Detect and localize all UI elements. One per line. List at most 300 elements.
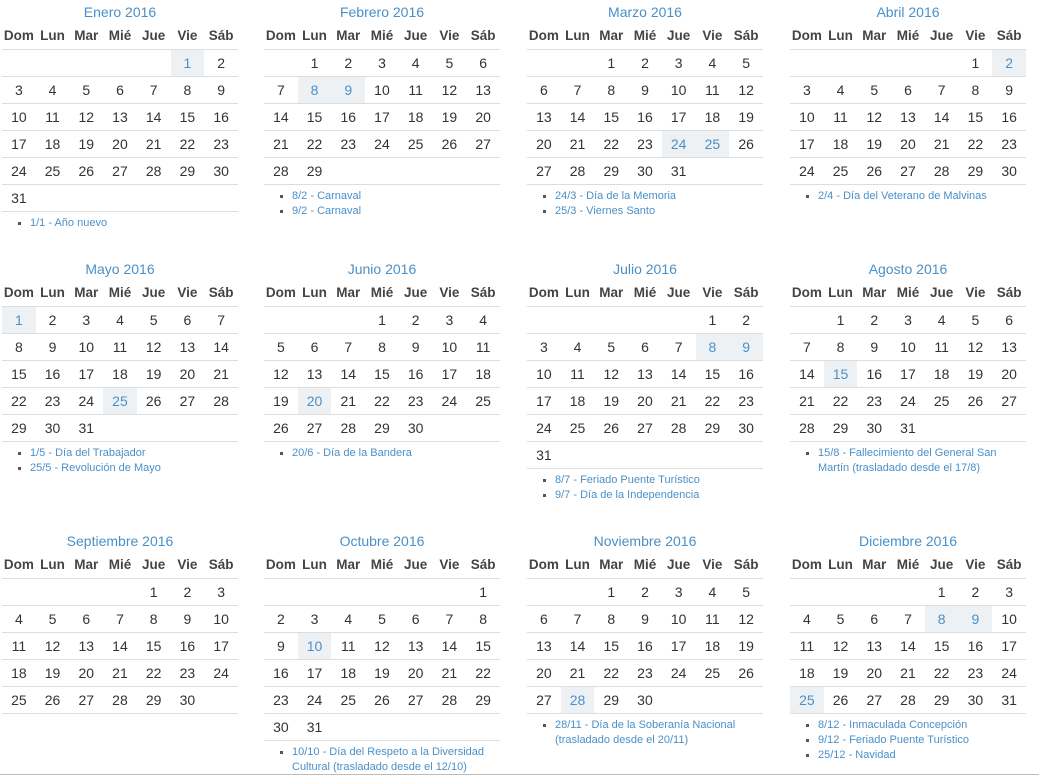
empty-cell <box>204 687 238 714</box>
day-cell: 23 <box>628 660 662 687</box>
week-row <box>264 50 500 77</box>
day-cell: 24 <box>790 158 824 185</box>
day-cell: 29 <box>2 415 36 442</box>
week-row <box>264 131 500 158</box>
day-cell: 12 <box>824 633 858 660</box>
empty-cell <box>466 158 500 185</box>
day-cell: 18 <box>561 388 595 415</box>
weekday-label: Mar <box>69 551 103 579</box>
empty-cell <box>959 415 993 442</box>
day-cell: 22 <box>298 131 332 158</box>
day-cell: 16 <box>628 104 662 131</box>
day-cell: 6 <box>857 606 891 633</box>
day-cell: 13 <box>69 633 103 660</box>
week-row <box>264 687 500 714</box>
holiday-list <box>790 718 1026 763</box>
day-cell: 9 <box>171 606 205 633</box>
day-cell: 19 <box>824 660 858 687</box>
day-cell: 28 <box>662 415 696 442</box>
empty-cell <box>824 579 858 606</box>
weekday-label: Mié <box>103 279 137 307</box>
day-cell: 10 <box>992 606 1026 633</box>
day-cell: 31 <box>527 442 561 469</box>
empty-cell <box>264 50 298 77</box>
day-cell: 12 <box>365 633 399 660</box>
day-cell: 26 <box>264 415 298 442</box>
day-cell: 22 <box>2 388 36 415</box>
day-cell: 11 <box>36 104 70 131</box>
day-cell: 2 <box>264 606 298 633</box>
holiday-day-cell: 8 <box>696 334 730 361</box>
week-row <box>790 158 1026 185</box>
weekday-label: Jue <box>137 279 171 307</box>
day-cell: 19 <box>137 361 171 388</box>
day-cell: 20 <box>628 388 662 415</box>
week-row <box>2 131 238 158</box>
empty-cell <box>103 50 137 77</box>
holiday-day-cell: 25 <box>696 131 730 158</box>
empty-cell <box>204 185 238 212</box>
day-cell: 17 <box>662 633 696 660</box>
week-row <box>2 104 238 131</box>
weekday-label: Mié <box>891 22 925 50</box>
empty-cell <box>857 579 891 606</box>
weekday-label: Mié <box>628 551 662 579</box>
day-cell: 25 <box>696 660 730 687</box>
day-cell: 17 <box>891 361 925 388</box>
day-cell: 4 <box>925 307 959 334</box>
day-cell: 10 <box>662 77 696 104</box>
day-cell: 23 <box>264 687 298 714</box>
day-cell: 9 <box>204 77 238 104</box>
empty-cell <box>857 50 891 77</box>
day-cell: 28 <box>433 687 467 714</box>
day-cell: 15 <box>365 361 399 388</box>
day-cell: 10 <box>433 334 467 361</box>
weekday-header-row <box>527 279 763 307</box>
day-cell: 21 <box>925 131 959 158</box>
empty-cell <box>36 185 70 212</box>
day-cell: 3 <box>365 50 399 77</box>
empty-cell <box>137 415 171 442</box>
month-title: Noviembre 2016 <box>593 533 697 549</box>
weekday-label: Mar <box>857 551 891 579</box>
day-cell: 6 <box>992 307 1026 334</box>
day-cell: 28 <box>103 687 137 714</box>
day-cell: 29 <box>959 158 993 185</box>
day-cell: 11 <box>790 633 824 660</box>
day-cell: 25 <box>331 687 365 714</box>
weekday-label: Lun <box>36 22 70 50</box>
day-cell: 1 <box>696 307 730 334</box>
day-cell: 22 <box>696 388 730 415</box>
day-cell: 19 <box>36 660 70 687</box>
weekday-label: Dom <box>790 22 824 50</box>
week-row <box>264 388 500 415</box>
empty-cell <box>103 415 137 442</box>
day-cell: 21 <box>891 660 925 687</box>
day-cell: 4 <box>824 77 858 104</box>
day-cell: 16 <box>204 104 238 131</box>
week-row <box>527 633 763 660</box>
weekday-label: Jue <box>662 279 696 307</box>
day-cell: 29 <box>824 415 858 442</box>
week-row <box>264 606 500 633</box>
day-cell: 28 <box>891 687 925 714</box>
week-row <box>527 50 763 77</box>
weekday-label: Vie <box>959 279 993 307</box>
holiday-day-cell: 1 <box>2 307 36 334</box>
weekday-label: Lun <box>824 22 858 50</box>
holiday-day-cell: 10 <box>298 633 332 660</box>
month-calendar <box>2 257 238 476</box>
empty-cell <box>433 579 467 606</box>
weekday-label: Mié <box>365 22 399 50</box>
week-row <box>264 104 500 131</box>
day-cell: 6 <box>527 606 561 633</box>
weekday-label: Vie <box>433 22 467 50</box>
day-cell: 3 <box>790 77 824 104</box>
day-cell: 18 <box>790 660 824 687</box>
week-row <box>2 185 238 212</box>
day-cell: 5 <box>137 307 171 334</box>
day-cell: 6 <box>527 77 561 104</box>
day-cell: 6 <box>69 606 103 633</box>
day-cell: 22 <box>594 660 628 687</box>
day-cell: 16 <box>399 361 433 388</box>
day-cell: 9 <box>857 334 891 361</box>
day-cell: 28 <box>137 158 171 185</box>
empty-cell <box>992 415 1026 442</box>
day-cell: 12 <box>857 104 891 131</box>
day-cell: 20 <box>69 660 103 687</box>
week-row <box>790 579 1026 606</box>
holiday-item: ▪ 28/11 - Día de la Soberanía Nacional (trasladado desde el 20/11) <box>555 718 763 748</box>
day-cell: 23 <box>628 131 662 158</box>
weekday-header-row <box>790 279 1026 307</box>
week-row <box>527 307 763 334</box>
holiday-day-cell: 9 <box>729 334 763 361</box>
day-cell: 2 <box>399 307 433 334</box>
empty-cell <box>527 50 561 77</box>
day-cell: 11 <box>2 633 36 660</box>
weekday-header-row <box>264 551 500 579</box>
weekday-label: Mié <box>365 279 399 307</box>
week-row <box>2 660 238 687</box>
day-cell: 14 <box>925 104 959 131</box>
day-cell: 12 <box>594 361 628 388</box>
day-cell: 1 <box>365 307 399 334</box>
day-cell: 2 <box>628 50 662 77</box>
week-row <box>2 307 238 334</box>
week-row <box>790 633 1026 660</box>
day-cell: 5 <box>729 579 763 606</box>
week-row <box>2 415 238 442</box>
day-cell: 4 <box>696 579 730 606</box>
weekday-header-row <box>2 279 238 307</box>
week-row <box>264 334 500 361</box>
day-cell: 9 <box>992 77 1026 104</box>
day-cell: 24 <box>992 660 1026 687</box>
day-cell: 22 <box>365 388 399 415</box>
day-cell: 18 <box>925 361 959 388</box>
empty-cell <box>466 415 500 442</box>
day-cell: 15 <box>594 633 628 660</box>
week-row <box>790 606 1026 633</box>
day-cell: 8 <box>959 77 993 104</box>
weekday-label: Sáb <box>204 22 238 50</box>
day-cell: 19 <box>729 104 763 131</box>
empty-cell <box>69 50 103 77</box>
holiday-day-cell: 15 <box>824 361 858 388</box>
day-cell: 2 <box>331 50 365 77</box>
day-cell: 30 <box>857 415 891 442</box>
day-cell: 2 <box>729 307 763 334</box>
day-cell: 1 <box>594 579 628 606</box>
day-cell: 28 <box>264 158 298 185</box>
weekday-label: Mar <box>331 22 365 50</box>
week-row <box>2 158 238 185</box>
month-calendar <box>527 529 763 748</box>
holiday-list <box>790 189 1026 204</box>
day-cell: 24 <box>891 388 925 415</box>
day-cell: 7 <box>925 77 959 104</box>
week-row <box>527 660 763 687</box>
day-cell: 4 <box>561 334 595 361</box>
month-grid <box>790 22 1026 185</box>
empty-cell <box>264 307 298 334</box>
holiday-list <box>527 718 763 748</box>
day-cell: 7 <box>790 334 824 361</box>
day-cell: 11 <box>331 633 365 660</box>
day-cell: 29 <box>696 415 730 442</box>
day-cell: 17 <box>298 660 332 687</box>
day-cell: 4 <box>466 307 500 334</box>
day-cell: 8 <box>137 606 171 633</box>
month-title: Abril 2016 <box>876 4 940 20</box>
empty-cell <box>891 50 925 77</box>
day-cell: 17 <box>365 104 399 131</box>
day-cell: 27 <box>992 388 1026 415</box>
day-cell: 3 <box>69 307 103 334</box>
week-row <box>527 606 763 633</box>
day-cell: 16 <box>171 633 205 660</box>
day-cell: 20 <box>891 131 925 158</box>
day-cell: 20 <box>527 660 561 687</box>
day-cell: 29 <box>925 687 959 714</box>
day-cell: 30 <box>628 158 662 185</box>
weekday-label: Lun <box>298 279 332 307</box>
weekday-label: Lun <box>36 551 70 579</box>
day-cell: 28 <box>925 158 959 185</box>
holiday-item: ▪ 1/1 - Año nuevo <box>30 216 238 231</box>
day-cell: 24 <box>69 388 103 415</box>
weekday-label: Mar <box>594 22 628 50</box>
day-cell: 8 <box>171 77 205 104</box>
day-cell: 5 <box>729 50 763 77</box>
empty-cell <box>298 307 332 334</box>
empty-cell <box>204 415 238 442</box>
day-cell: 20 <box>857 660 891 687</box>
empty-cell <box>399 158 433 185</box>
month-title: Agosto 2016 <box>868 261 948 277</box>
empty-cell <box>561 307 595 334</box>
day-cell: 12 <box>729 77 763 104</box>
holiday-day-cell: 25 <box>790 687 824 714</box>
day-cell: 20 <box>399 660 433 687</box>
empty-cell <box>2 50 36 77</box>
weekday-header-row <box>527 551 763 579</box>
day-cell: 3 <box>2 77 36 104</box>
day-cell: 22 <box>594 131 628 158</box>
empty-cell <box>298 579 332 606</box>
day-cell: 18 <box>466 361 500 388</box>
empty-cell <box>628 442 662 469</box>
day-cell: 23 <box>36 388 70 415</box>
empty-cell <box>561 442 595 469</box>
day-cell: 25 <box>399 131 433 158</box>
day-cell: 3 <box>662 579 696 606</box>
day-cell: 16 <box>992 104 1026 131</box>
day-cell: 4 <box>36 77 70 104</box>
week-row <box>2 633 238 660</box>
empty-cell <box>790 579 824 606</box>
holiday-list <box>264 745 500 775</box>
month-title: Mayo 2016 <box>85 261 155 277</box>
day-cell: 15 <box>959 104 993 131</box>
day-cell: 19 <box>365 660 399 687</box>
weekday-label: Mar <box>594 279 628 307</box>
weekday-label: Jue <box>925 279 959 307</box>
empty-cell <box>628 307 662 334</box>
empty-cell <box>137 50 171 77</box>
day-cell: 16 <box>729 361 763 388</box>
day-cell: 26 <box>69 158 103 185</box>
empty-cell <box>561 50 595 77</box>
month-grid <box>790 551 1026 714</box>
day-cell: 23 <box>857 388 891 415</box>
day-cell: 8 <box>2 334 36 361</box>
empty-cell <box>36 579 70 606</box>
day-cell: 2 <box>857 307 891 334</box>
weekday-label: Jue <box>662 551 696 579</box>
weekday-header-row <box>2 22 238 50</box>
day-cell: 26 <box>959 388 993 415</box>
week-row <box>790 660 1026 687</box>
holiday-day-cell: 1 <box>171 50 205 77</box>
day-cell: 9 <box>399 334 433 361</box>
day-cell: 13 <box>857 633 891 660</box>
day-cell: 7 <box>561 606 595 633</box>
empty-cell <box>399 579 433 606</box>
day-cell: 15 <box>925 633 959 660</box>
day-cell: 7 <box>433 606 467 633</box>
day-cell: 14 <box>790 361 824 388</box>
day-cell: 8 <box>824 334 858 361</box>
week-row <box>527 579 763 606</box>
weekday-label: Sáb <box>729 551 763 579</box>
day-cell: 29 <box>298 158 332 185</box>
empty-cell <box>824 50 858 77</box>
holiday-item: ▪ 2/4 - Día del Veterano de Malvinas <box>818 189 1026 204</box>
day-cell: 11 <box>824 104 858 131</box>
empty-cell <box>925 415 959 442</box>
day-cell: 26 <box>36 687 70 714</box>
day-cell: 22 <box>824 388 858 415</box>
day-cell: 20 <box>103 131 137 158</box>
day-cell: 5 <box>365 606 399 633</box>
day-cell: 26 <box>824 687 858 714</box>
day-cell: 18 <box>331 660 365 687</box>
week-row <box>2 77 238 104</box>
day-cell: 10 <box>527 361 561 388</box>
day-cell: 20 <box>466 104 500 131</box>
day-cell: 17 <box>69 361 103 388</box>
day-cell: 6 <box>298 334 332 361</box>
day-cell: 30 <box>628 687 662 714</box>
day-cell: 14 <box>561 104 595 131</box>
day-cell: 13 <box>103 104 137 131</box>
day-cell: 30 <box>729 415 763 442</box>
weekday-label: Vie <box>171 551 205 579</box>
week-row <box>790 77 1026 104</box>
day-cell: 18 <box>399 104 433 131</box>
month-title: Enero 2016 <box>83 4 157 20</box>
empty-cell <box>891 579 925 606</box>
day-cell: 4 <box>2 606 36 633</box>
weekday-label: Mar <box>331 551 365 579</box>
day-cell: 20 <box>527 131 561 158</box>
weekday-label: Jue <box>137 551 171 579</box>
day-cell: 25 <box>2 687 36 714</box>
day-cell: 25 <box>561 415 595 442</box>
day-cell: 3 <box>662 50 696 77</box>
day-cell: 27 <box>298 415 332 442</box>
weekday-label: Dom <box>790 551 824 579</box>
day-cell: 26 <box>594 415 628 442</box>
weekday-label: Mié <box>628 279 662 307</box>
day-cell: 12 <box>264 361 298 388</box>
day-cell: 14 <box>103 633 137 660</box>
week-row <box>790 307 1026 334</box>
empty-cell <box>365 714 399 741</box>
day-cell: 26 <box>729 131 763 158</box>
month-calendar <box>790 257 1026 476</box>
day-cell: 21 <box>264 131 298 158</box>
month-grid <box>2 279 238 442</box>
holiday-item: ▪ 15/8 - Fallecimiento del General San Martín (trasladado desde el 17/8) <box>818 446 1026 476</box>
empty-cell <box>527 307 561 334</box>
week-row <box>2 50 238 77</box>
day-cell: 27 <box>171 388 205 415</box>
day-cell: 21 <box>137 131 171 158</box>
day-cell: 9 <box>264 633 298 660</box>
day-cell: 17 <box>2 131 36 158</box>
weekday-label: Mar <box>331 279 365 307</box>
day-cell: 31 <box>298 714 332 741</box>
day-cell: 31 <box>891 415 925 442</box>
month-calendar <box>527 0 763 219</box>
empty-cell <box>433 714 467 741</box>
holiday-item: ▪ 25/12 - Navidad <box>818 748 1026 763</box>
week-row <box>790 104 1026 131</box>
day-cell: 16 <box>628 633 662 660</box>
month-title: Diciembre 2016 <box>858 533 958 549</box>
holiday-day-cell: 8 <box>298 77 332 104</box>
day-cell: 23 <box>331 131 365 158</box>
day-cell: 27 <box>466 131 500 158</box>
month-grid <box>2 22 238 212</box>
